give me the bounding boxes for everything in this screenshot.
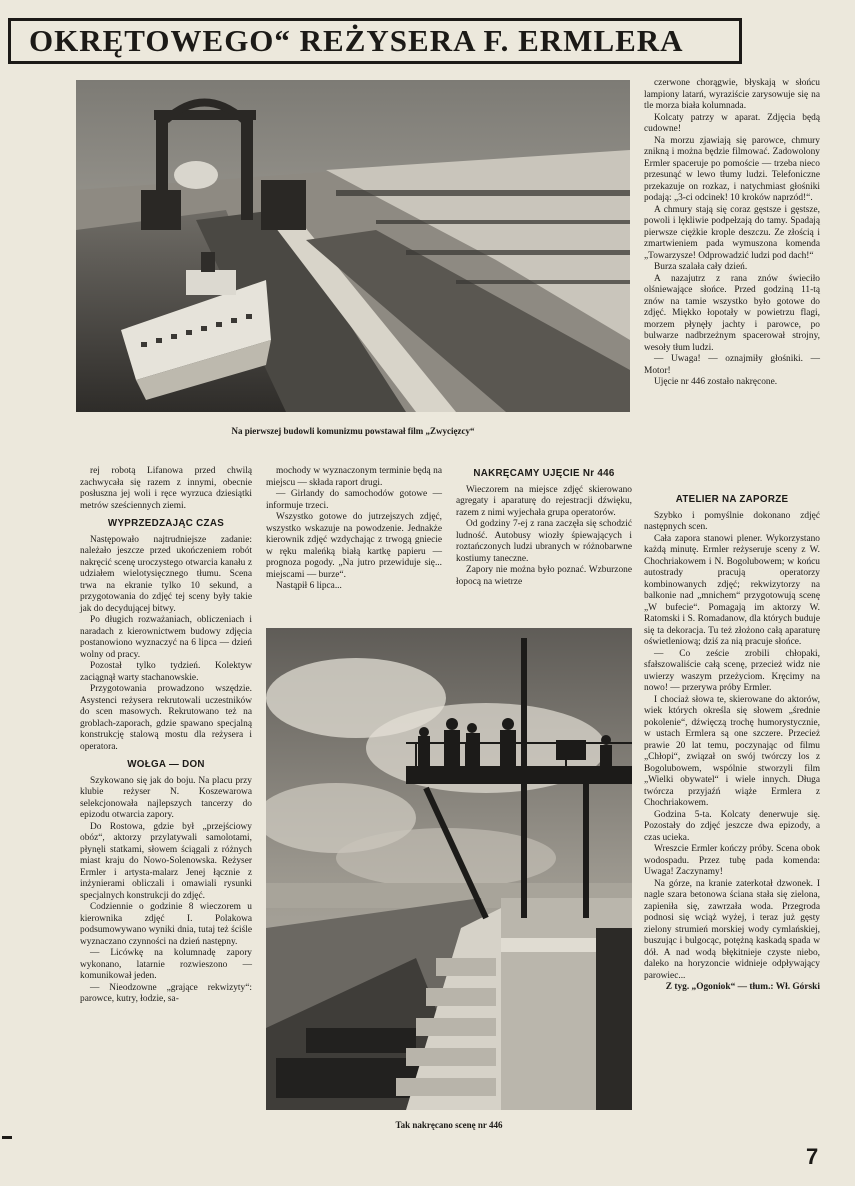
column-3 — [456, 462, 632, 588]
page-number: 7 — [806, 1144, 819, 1169]
paragraph: Następowało najtrudniejsze zadanie: należało jeszcze przed ukończeniem robót nakręcić scenę uroczystego otwarcia kanału z udziałem wielotysięcznego tłumu. Scena trwa na ekranie tylko 10 sekund, a przygotowania do zdjęć tej sceny były takie jak do decydującej bitwy. — [80, 534, 252, 614]
photo-canal-lock — [76, 80, 630, 412]
paragraph: Szykowano się jak do boju. Na placu przy klubie reżyser N. Koszewarowa selekcjonowała najlepszych tancerzy do epizodu otwarcia zapory. — [80, 775, 252, 820]
section-heading: WYPRZEDZAJĄC CZAS — [107, 518, 225, 529]
photo-top-caption: Na pierwszej budowli komunizmu powstawał film „Zwycięzcy“ — [231, 426, 475, 436]
paragraph: Nastąpił 6 lipca... — [276, 581, 342, 591]
paragraph: — Girlandy do samochodów gotowe — informuje trzeci. — [266, 489, 442, 511]
column-4 — [644, 488, 820, 994]
section-heading: WOŁGA — DON — [127, 759, 205, 770]
paragraph: Pozostał tylko tydzień. Kolektyw zaciągnął warty stachanowskie. — [80, 661, 252, 683]
paragraph: rej robotą Lifanowa przed chwilą zachwycała się razem z innymi, obecnie posłuszna jej woli i ręce wyrzuca dziesiątki metrów sześciennych ziemi. — [80, 466, 252, 511]
paragraph: Od godziny 7-ej z rana zaczęła się schodzić ludność. Autobusy wiozły śpiewających i roztańczonych ludzi ubranych w różnobarwne kostiumy taneczne. — [456, 519, 632, 564]
paragraph: Na górze, na kranie zaterkotał dzwonek. I nagle szara betonowa ściana stała się zielona, zapieniła się, zawrzała woda. Przegroda podnosi się wciąż wyżej, i teraz już gęsty zielony strumień morskiej wody cymlańskiej, buszując i bulgocąc, potężną kaskadą spada w dół. A nad wodą błękitnieje czyste niebo, daleko na horyzoncie widnieje odpływający parowiec... — [644, 878, 820, 981]
paragraph: A chmury stają się coraz gęstsze i gęstsze, powoli i lękliwie podpełzają do tamy. Spadają pierwsze ciężkie krople deszczu. Ze złością i zmartwieniem pada wymuszona komenda „Towarzysze! Odprowadzić ludzi pod dach!“ — [644, 204, 820, 261]
right-top-column — [644, 78, 820, 389]
paragraph: Wreszcie Ermler kończy próby. Scena obok wodospadu. Przez tubę pada komenda: Uwaga! Zaczynamy! — [644, 844, 820, 877]
paragraph: Godzina 5-ta. Kolcaty denerwuje się. Pozostały do zdjęć jeszcze dwa epizody, a czas ucieka. — [644, 809, 820, 843]
column-2 — [266, 466, 442, 593]
paragraph: — Nieodzowne „grające rekwizyty“: parowce, kutry, łodzie, sa- — [80, 982, 252, 1004]
section-heading: NAKRĘCAMY UJĘCIE Nr 446 — [473, 468, 615, 479]
paragraph: Przygotowania prowadzono wszędzie. Asystenci reżysera rekrutowali uczestników do scen masowych. Rekrutowano też na groblach-zaporach, gdzie spawano specjalną konstrukcję stalową mostu dla reżysera i operatora. — [80, 684, 252, 752]
paragraph: A nazajutrz z rana znów świeciło olśniewające słońce. Przed godziną 11-tą znów na tamie wszystko było gotowe do zdjęć. Miękko łopotały w powietrzu flagi, morzem płynęły jachty i parowce, po bulwarze nadbrzeżnym spacerował strojny, wesoły tłum ludzi. — [644, 273, 820, 353]
paragraph: Kolcaty patrzy w aparat. Zdjęcia będą cudowne! — [644, 112, 820, 134]
paragraph: Wieczorem na miejsce zdjęć skierowano agregaty i aparaturę do rejestracji dźwięku, razem z nimi wyjechała grupa operatorów. — [456, 484, 632, 518]
translator-credit: Z tyg. „Ogoniok“ — tłum.: Wł. Górski — [665, 982, 820, 992]
paragraph: czerwone chorągwie, błyskają w słońcu lampiony latarń, wyraziście zarysowuje się na tle morza biała kolumnada. — [644, 78, 820, 111]
paragraph: mochody w wyznaczonym terminie będą na miejscu — składa raport drugi. — [266, 466, 442, 488]
paragraph: Ujęcie nr 446 zostało nakręcone. — [654, 377, 778, 387]
paragraph: — Co zeście zrobili chłopaki, sfałszowaliście całą scenę, przecież widz nie uwierzy waszym przeżyciom. Kręcimy na nowo! — przerywa próby Ermler. — [644, 648, 820, 693]
column-1 — [80, 466, 252, 1006]
headline: OKRĘTOWEGO“ REŻYSERA F. ERMLERA — [8, 18, 742, 64]
margin-mark — [2, 1136, 12, 1139]
photo-film-crew — [266, 628, 632, 1110]
paragraph: Cała zapora stanowi plener. Wykorzystano każdą minutę. Ermler reżyseruje sceny z W. Chochriakowem i N. Bogolubowem; w końcu autostrady pracują operatorzy kombinowanych zdjęć; rekwizytorzy na balkonie nad „mnichem“ przygotowują scenę „W bufecie“. Pomagają im aktorzy W. Ratomski i S. Romadanow, dla których buduje się ta dekoracja. Tu też złożono całą aparaturę oświetleniową; dziś za nią pracuje słońce. — [644, 533, 820, 647]
paragraph: Wszystko gotowe do jutrzejszych zdjęć, wszystko wskazuje na powodzenie. Jednakże kierownik zdjęć wzdychając z trwogą gniecie w ręku maleńką białą kartkę papieru — prognoza pogody. „Na jutro przewiduje się... miejscami — burze“. — [266, 512, 442, 580]
section-heading: ATELIER NA ZAPORZE — [675, 494, 789, 505]
paragraph: Szybko i pomyślnie dokonano zdjęć następnych scen. — [644, 510, 820, 532]
paragraph: Zapory nie można było poznać. Wzburzone łopocą na wietrze — [456, 565, 632, 587]
paragraph: — Licówkę na kolumnadę zapory wykonano, latarnie rozwieszono — komunikował jeden. — [80, 948, 252, 981]
paragraph: Do Rostowa, gdzie był „przejściowy obóz“, aktorzy przylatywali samolotami, płynęli statkami, słowem ściągali z różnych miast kraju do Nowo-Solenowska. Reżyser Ermler i artysta-malarz Jenej łącznie z inżynierami obliczali i omawiali rysunki specjalnych konstrukcji do zdjęć. — [80, 821, 252, 901]
paragraph: Na morzu zjawiają się parowce, chmury znikną i można będzie filmować. Zadowolony Ermler spaceruje po pomoście — trzeba nieco przesunąć w lewo tłumy ludzi. Telefoniczne przekazuje on rozkaz, i natychmiast głośniki podają: „3-ci odcinek! 10 kroków naprzód!“. — [644, 135, 820, 203]
paragraph: — Uwaga! — oznajmiły głośniki. — Motor! — [644, 354, 820, 376]
paragraph: I chociaż słowa te, skierowane do aktorów, wiek których określa się słowem „średnie pokolenie“, dźwięczą trochę humorystycznie, w ustach Ermlera są one szczere. Przecież prawie 20 lat temu, poczynając od filmu „Chłopi“, związał on swój twórczy los z Bogolubowem, wspólnie stworzyli film „Wielki obywatel“ i wiele innych. Długa twórcza przyjaźń wiąże Ermlera z Chochriakowem. — [644, 694, 820, 808]
paragraph: Burza szalała cały dzień. — [654, 262, 748, 272]
paragraph: Po długich rozważaniach, obliczeniach i naradach z kierownictwem budowy zdjęcia postanowiono wyznaczyć na 6 lipca — dzień wolny od pracy. — [80, 615, 252, 660]
photo-bottom-caption: Tak nakręcano scenę nr 446 — [395, 1120, 503, 1130]
paragraph: Codziennie o godzinie 8 wieczorem u kierownika zdjęć I. Polakowa podsumowywano wyniki dnia, tutaj też ściśle wyznaczano czynności na dzień następny. — [80, 902, 252, 947]
